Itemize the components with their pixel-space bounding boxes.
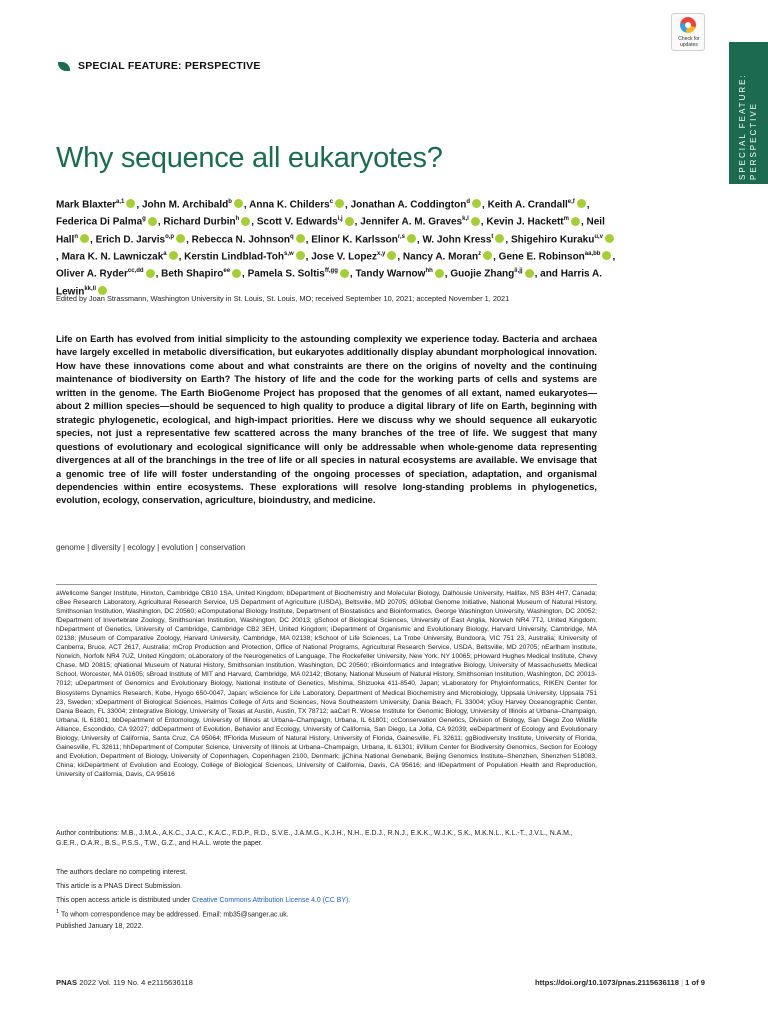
- author-name: Kerstin Lindblad-Toh: [184, 251, 284, 263]
- orcid-icon[interactable]: [234, 199, 243, 208]
- author-affiliation-sup: b: [228, 199, 232, 205]
- author-affiliation-sup: n: [74, 233, 79, 240]
- author-affiliation-sup: d: [466, 199, 470, 205]
- correspondence-sup: 1: [56, 909, 60, 915]
- author-affiliation-sup: q: [289, 233, 294, 240]
- affiliations: aWellcome Sanger Institute, Hinxton, Cambridge CB10 1SA, United Kingdom; bDepartment of Biochemistry and Molecular Biology, Dalhousie University, Halifax, NS B3H 4H7, Canada; cBee Research Laboratory, Agricultural Research Service, US Department of Agriculture (USDA), Beltsville, MD 20705; dGlobal Genome Initiative, National Museum of Natural History, Smithsonian Institution, Washington, DC 20560; eComputational Biology Institute, Department of Biostatistics and Bioinformatics, George Washington University, Washington, DC 20052; fDepartment of Invertebrate Zoology, Smithsonian Institution, Washington, DC 20013; gSchool of Biological Sciences, University of East Anglia, Norwich NR4 7TJ, United Kingdom; hDepartment of Genetics, University of Cambridge, Cambridge CB2 3EH, United Kingdom; iDepartment of Organismic and Evolutionary Biology, Harvard University, Cambridge, MA 02138; jMuseum of Comparative Zoology, Harvard University, Cambridge, MA 02138; kSchool of Life Sciences, La Trobe University, Bundoora, VIC 751 23, Australia; lUniversity of Canberra, Bruce, ACT 2617, Australia; mCrop Production and Protection, Office of National Programs, Agricultural Research Service, USDA, Beltsville, MD 20705; nEarlham Institute, Norwich, Norfolk NR4 7UZ, United Kingdom; oLaboratory of the Neurogenetics of Language, The Rockefeller University, New York, NY 10065; pHoward Hughes Medical Institute, Chevy Chase, MD 20815; qNational Museum of Natural History, Smithsonian Institution, Washington, DC 20560; rBioinformatics and Integrative Biology, University of Massachusetts Medical School, Worcester, MA 01605; sBroad Institute of MIT and Harvard, Cambridge, MA 02142; tBotany, National Museum of Natural History, Smithsonian Institution, Washington, DC 20013-7012; uDepartment of Genomics and Evolutionary Biology, National Institute of Genetics, Mishima, Shizuoka 411-8540, Japan; vLaboratory for Phyloinformatics, RIKEN Center for Biosystems Dynamics Research, Kobe, Hyogo 650-0047, Japan; wScience for Life Laboratory, Department of Medical Biochemistry and Microbiology, Uppsala University, Uppsala 751 23, Sweden; xDepartment of Biological Sciences, Halmos College of Arts and Sciences, Nova Southeastern University, Dania Beach, FL 33004; yGuy Harvey Oceanographic Center, Dania Beach, FL 33004; zIntegrative Biology, University of Texas at Austin, Austin, TX 78712; aaCarl R. Woese Institute for Genomic Biology, University of Illinois at Urbana–Champaign, Urbana, IL 61801; bbDepartment of Entomology, University of Illinois at Urbana–Champaign, Urbana, IL 61801; ccConservation Genetics, Division of Biology, San Diego Zoo Wildlife Alliance, Escondido, CA 92027; ddDepartment of Evolution, Behavior and Ecology, University of California, San Diego, La Jolla, CA 92039; eeDepartment of Ecology and Evolutionary Biology, University of California, Santa Cruz, CA 95064; ffFlorida Museum of Natural History, University of Florida, Gainesville, FL 32611; ggBiodiversity Institute, University of Florida, Gainesville, FL 32611; hhDepartment of Computer Science, University of Illinois at Urbana–Champaign, Urbana, IL 61301; iiVillum Center for Biodiversity Genomics, Section for Ecology and Evolution, Department of Biology, University of Copenhagen, Copenhagen 2100, Denmark; jjChina National Genebank, Beijing Genomics Institute–Shenzhen, Shenzhen 518083, China; kkDepartment of Evolution and Ecology, College of Biological Sciences, University of California, Davis, CA 95616; and llDepartment of Population Health and Reproduction, University of California, Davis, CA 95616: [56, 590, 597, 778]
- article-title: Why sequence all eukaryotes?: [56, 142, 443, 174]
- footer-page: 1 of 9: [685, 978, 705, 987]
- author-name: Anna K. Childers: [249, 199, 330, 211]
- author-name: Federica Di Palma: [56, 216, 143, 228]
- leaf-icon: [58, 62, 70, 71]
- orcid-icon[interactable]: [525, 269, 534, 278]
- author-affiliation-sup: i,j: [337, 216, 343, 223]
- author-name: Shigehiro Kuraku: [510, 233, 595, 245]
- author-name: Jonathan A. Coddington: [350, 199, 467, 211]
- author-affiliation-sup: c: [329, 199, 334, 205]
- author-affiliation-sup: u,v: [594, 233, 603, 240]
- published-date: Published January 18, 2022.: [56, 923, 144, 930]
- author-name: Beth Shapiro: [161, 268, 224, 280]
- orcid-icon[interactable]: [472, 199, 481, 208]
- author-affiliation-sup: ii,jj: [514, 268, 523, 275]
- orcid-icon[interactable]: [495, 234, 504, 243]
- orcid-icon[interactable]: [340, 269, 349, 278]
- check-for-updates-label: Check for updates: [678, 36, 700, 48]
- author-contributions: Author contributions: M.B., J.M.A., A.K.C., J.A.C., K.A.C., F.D.P., R.D., S.V.E., J.A.M.G., K.J.H., N.H., E.D.J., R.N.J., E.K.K., W.J.K., S.K., M.K.N.L., K.L.-T., J.V.L., N.A.M., G.E.R., O.A.R., B.S., P.S.S., T.W., G.Z., and H.A.L. wrote the paper.: [56, 830, 573, 847]
- check-for-updates-badge[interactable]: [671, 13, 705, 51]
- orcid-icon[interactable]: [126, 199, 135, 208]
- author-affiliation-sup: kk,ll: [84, 285, 97, 292]
- orcid-icon[interactable]: [571, 217, 580, 226]
- license-link[interactable]: Creative Commons Attribution License 4.0 (CC BY).: [191, 897, 351, 904]
- author-name: Gene E. Robinson: [498, 251, 585, 263]
- orcid-icon[interactable]: [80, 234, 89, 243]
- author-affiliation-sup: ee: [223, 268, 231, 275]
- author-name: Pamela S. Soltis: [247, 268, 325, 280]
- author-name: Kevin J. Hackett: [486, 216, 564, 228]
- competing-interest: The authors declare no competing interest.: [56, 869, 187, 876]
- orcid-icon[interactable]: [241, 217, 250, 226]
- author-affiliation-sup: aa,bb: [584, 250, 601, 257]
- author-affiliation-sup: h: [235, 216, 240, 223]
- author-affiliation-sup: t: [491, 233, 494, 240]
- author-list: Mark Blaxter$^{a,1}$ , John M. Archibald$^b$ , Anna K. Childers$^c$ , Jonathan A. Coddington$^d$ , Keith A. Crandall$^{e,f}$ , Federica Di Palma$^g$ , Richard Durbin$^h$ , Scott V. Edwards$^{i,j}$ , Jennifer A. M. Graves$^{k,l}$ , Kevin J. Hackett$^m$ , Neil Hall$^n$ , Erich D. Jarvis$^{o,p}$ , Rebecca N. Johnson$^q$ , Elinor K. Karlsson$^{r,s}$ , W. John Kress$^t$ , Shigehiro Kuraku$^{u,v}$, Mara K. N. Lawniczak$^a$ , Kerstin Lindblad-Toh$^{s,w}$ , Jose V. Lopez$^{x,y}$ , Nancy A. Moran$^z$ , Gene E. Robinson$^{aa,bb}$ , Oliver A. Ryder$^{cc,dd}$ , Beth Shapiro$^{ee}$ , Pamela S. Soltis$^{ff,gg}$ , Tandy Warnow$^{hh}$ , Guojie Zhang$^{ii,jj}$ , and Harris A. Lewin$^{kk,ll}$: [56, 199, 616, 297]
- author-affiliation-sup: ff,gg: [324, 268, 338, 275]
- divider: [56, 584, 597, 585]
- orcid-icon[interactable]: [169, 251, 178, 260]
- orcid-icon[interactable]: [176, 234, 185, 243]
- author-affiliation-sup: cc,dd: [127, 268, 144, 275]
- author-and: and: [540, 268, 561, 280]
- author-name: Erich D. Jarvis: [95, 233, 166, 245]
- side-tab-line1: SPECIAL FEATURE:: [738, 73, 747, 180]
- author-affiliation-sup: g: [142, 216, 146, 223]
- author-affiliation-sup: x,y: [377, 250, 386, 257]
- orcid-icon[interactable]: [232, 269, 241, 278]
- author-name: Scott V. Edwards: [256, 216, 338, 228]
- orcid-icon[interactable]: [602, 251, 611, 260]
- orcid-icon[interactable]: [296, 251, 305, 260]
- footer-citation-text: 2022 Vol. 119 No. 4 e2115636118: [79, 978, 193, 987]
- author-name: Rebecca N. Johnson: [191, 233, 290, 245]
- section-tag: [58, 60, 261, 72]
- author-name: Jennifer A. M. Graves: [360, 216, 463, 228]
- side-tab: [729, 42, 768, 184]
- orcid-icon[interactable]: [483, 251, 492, 260]
- author-name: Oliver A. Ryder: [56, 268, 128, 280]
- footer-citation: [56, 978, 193, 987]
- orcid-icon[interactable]: [335, 199, 344, 208]
- author-name: Guojie Zhang: [450, 268, 515, 280]
- author-name: Mara K. N. Lawniczak: [61, 251, 164, 263]
- author-name: Mark Blaxter: [56, 199, 117, 211]
- orcid-icon[interactable]: [471, 217, 480, 226]
- orcid-icon[interactable]: [407, 234, 416, 243]
- author-name: Harris A. Lewin: [56, 268, 603, 297]
- crossmark-icon: [680, 17, 696, 33]
- footer-doi: https://doi.org/10.1073/pnas.2115636118 | 1 of 9: [535, 978, 705, 987]
- author-affiliation-sup: s,w: [283, 250, 294, 257]
- orcid-icon[interactable]: [148, 217, 157, 226]
- author-affiliation-sup: k,l: [462, 216, 469, 223]
- author-affiliation-sup: a: [163, 250, 167, 257]
- orcid-icon[interactable]: [345, 217, 354, 226]
- edited-by-line: Edited by Joan Strassmann, Washington University in St. Louis, St. Louis, MO; received September 10, 2021; accepted November 1, 2021: [56, 294, 510, 303]
- author-name: Nancy A. Moran: [402, 251, 479, 263]
- author-name: Tandy Warnow: [355, 268, 426, 280]
- side-tab-line2: PERSPECTIVE: [749, 101, 758, 180]
- author-name: Neil Hall: [56, 216, 605, 245]
- author-affiliation-sup: hh: [425, 268, 433, 275]
- author-affiliation-sup: z: [478, 250, 482, 257]
- orcid-icon[interactable]: [146, 269, 155, 278]
- author-affiliation-sup: o,p: [165, 233, 175, 240]
- author-affiliation-sup: a,1: [116, 199, 125, 205]
- author-name: Elinor K. Karlsson: [311, 233, 398, 245]
- orcid-icon[interactable]: [296, 234, 305, 243]
- author-name: Jose V. Lopez: [311, 251, 377, 263]
- orcid-icon[interactable]: [435, 269, 444, 278]
- orcid-icon[interactable]: [605, 234, 614, 243]
- submission-note: This article is a PNAS Direct Submission.: [56, 883, 182, 890]
- author-affiliation-sup: r,s: [397, 233, 405, 240]
- author-name: Keith A. Crandall: [487, 199, 568, 211]
- author-name: Richard Durbin: [163, 216, 236, 228]
- footer-journal: PNAS: [56, 978, 78, 987]
- orcid-icon[interactable]: [577, 199, 586, 208]
- correspondence-text: To whom correspondence may be addressed. Email: mb35@sanger.ac.uk.: [61, 911, 289, 919]
- author-name: W. John Kress: [422, 233, 492, 245]
- abstract: Life on Earth has evolved from initial simplicity to the astounding complexity we experience today. Bacteria and archaea have largely excelled in metabolic diversification, but eukaryotes additionally display abundant morphological innovation. How have these innovations come about and what constraints are there on the origins of novelty and the continuing maintenance of biodiversity on Earth? The history of life and the code for the working parts of cells and systems are written in the genome. The Earth BioGenome Project has proposed that the genomes of all extant, named eukaryotes—about 2 million species—should be sequenced to high quality to produce a digital library of life on Earth, beginning with strategic phylogenetic, ecological, and high-impact priorities. Here we discuss why we should sequence all eukaryotic species, not just a representative few scattered across the many branches of the tree of life. We suggest that many questions of evolutionary and ecological significance will only be addressable when whole-genome data representing divergences at all of the branchings in the tree of life or all species in natural ecosystems are available. We envisage that a genomic tree of life will foster understanding of the ongoing processes of speciation, adaptation, and organismal dependencies within entire ecosystems. These explorations will resolve long-standing problems in phylogenetics, evolution, ecology, conservation, agriculture, bioindustry, and medicine.: [56, 334, 597, 506]
- keywords: genome | diversity | ecology | evolution | conservation: [56, 543, 246, 552]
- author-affiliation-sup: m: [563, 216, 569, 223]
- footer-doi-link[interactable]: https://doi.org/10.1073/pnas.2115636118: [535, 978, 679, 987]
- correspondence-note: [56, 909, 289, 918]
- author-name: John M. Archibald: [141, 199, 229, 211]
- orcid-icon[interactable]: [387, 251, 396, 260]
- section-tag-label: SPECIAL FEATURE: PERSPECTIVE: [78, 60, 261, 72]
- license-prefix: This open access article is distributed under: [56, 897, 191, 904]
- license-note: [56, 897, 350, 904]
- author-affiliation-sup: e,f: [567, 199, 575, 205]
